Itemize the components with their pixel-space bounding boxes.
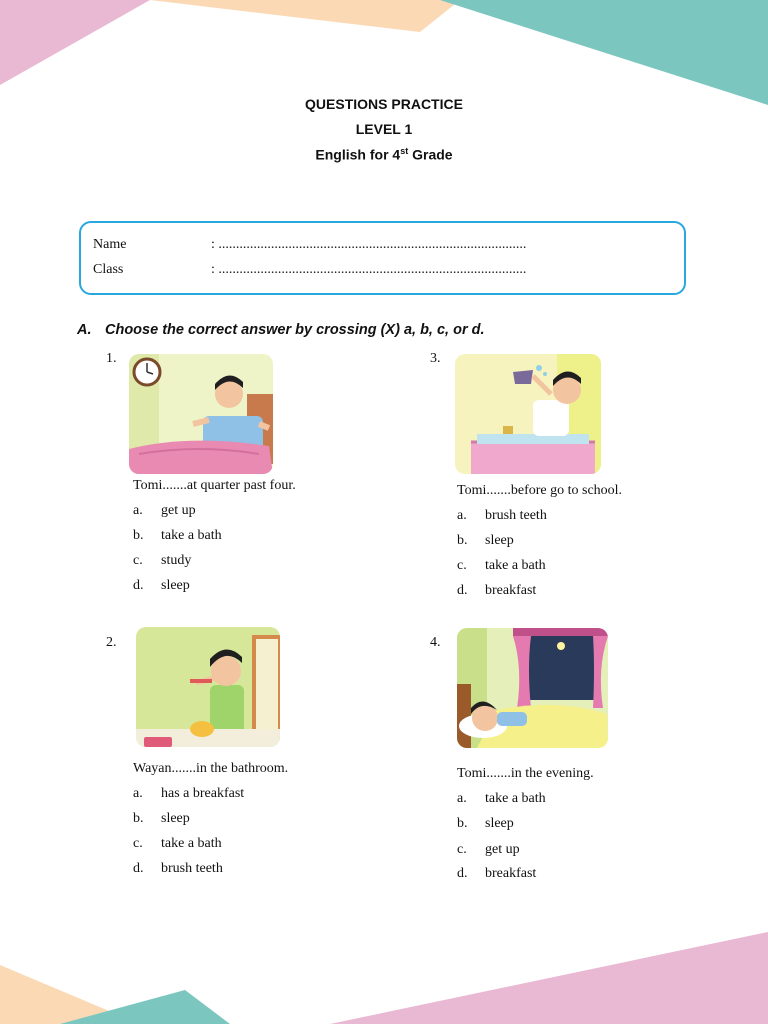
question-stem: Tomi.......in the evening. [457, 766, 594, 781]
option-letter: b. [457, 533, 468, 548]
option-letter: b. [457, 816, 468, 831]
option-letter: a. [133, 786, 143, 801]
option-text: sleep [161, 811, 190, 826]
answer-option[interactable] [457, 558, 546, 574]
question-number: 1. [106, 351, 117, 366]
option-letter: d. [133, 861, 144, 876]
subject-text: English for 4 [315, 146, 401, 163]
question-stem: Wayan.......in the bathroom. [133, 761, 289, 776]
option-text: take a bath [161, 528, 222, 543]
illustration-wake-up [129, 354, 273, 474]
answer-option[interactable] [457, 508, 547, 524]
option-letter: c. [133, 836, 143, 851]
option-letter: b. [133, 811, 144, 826]
subject-grade: Grade [408, 146, 453, 163]
option-text: sleep [485, 533, 514, 548]
illustration-take-bath [455, 354, 601, 474]
question-number: 3. [430, 351, 441, 366]
name-label: Name [93, 237, 127, 252]
option-letter: c. [457, 558, 467, 573]
question-number: 2. [106, 635, 117, 650]
option-text: study [161, 553, 192, 568]
section-heading [77, 322, 485, 338]
class-field[interactable]: : ........................................................................................ [211, 262, 527, 277]
name-field[interactable]: : ........................................................................................ [211, 237, 527, 252]
worksheet-title: QUESTIONS PRACTICE [305, 96, 463, 112]
deco-teal-top-right [440, 0, 768, 105]
class-label: Class [93, 262, 124, 277]
illustration-sleep [457, 628, 608, 748]
question-number: 4. [430, 635, 441, 650]
illustration-brush-teeth [136, 627, 280, 747]
answer-option[interactable] [457, 533, 514, 549]
option-letter: a. [133, 503, 143, 518]
worksheet-subject [0, 146, 768, 163]
section-instruction: Choose the correct answer by crossing (X) a, b, c, or d. [105, 322, 485, 338]
answer-option[interactable] [457, 866, 536, 882]
water-dipper-icon [513, 370, 533, 384]
moon-icon [557, 642, 565, 650]
deco-pink-top-left [0, 0, 150, 85]
answer-option[interactable] [133, 553, 191, 569]
option-text: brush teeth [485, 508, 547, 523]
option-text: breakfast [485, 866, 537, 881]
option-letter: d. [133, 578, 144, 593]
option-text: brush teeth [161, 861, 223, 876]
answer-option[interactable] [457, 816, 514, 832]
option-letter: c. [457, 842, 467, 857]
option-letter: d. [457, 866, 468, 881]
worksheet-level: LEVEL 1 [355, 121, 413, 137]
student-identity-box [79, 221, 686, 295]
question-stem: Tomi.......at quarter past four. [133, 478, 296, 493]
option-letter: a. [457, 791, 467, 806]
section-letter: A. [77, 322, 92, 338]
answer-option[interactable] [457, 583, 536, 599]
option-text: sleep [161, 578, 190, 593]
answer-option[interactable] [133, 786, 244, 802]
option-text: take a bath [161, 836, 222, 851]
option-text: take a bath [485, 791, 546, 806]
option-letter: c. [133, 553, 143, 568]
answer-option[interactable] [457, 842, 520, 858]
option-text: take a bath [485, 558, 546, 573]
option-text: sleep [485, 816, 514, 831]
answer-option[interactable] [133, 528, 222, 544]
option-text: has a breakfast [161, 786, 245, 801]
option-text: get up [161, 503, 196, 518]
subject-superscript: st [400, 146, 409, 156]
option-text: breakfast [485, 583, 537, 598]
answer-option[interactable] [457, 791, 546, 807]
deco-peach-top [150, 0, 460, 32]
answer-option[interactable] [133, 861, 223, 877]
answer-option[interactable] [133, 836, 222, 852]
option-letter: d. [457, 583, 468, 598]
answer-option[interactable] [133, 503, 196, 519]
option-letter: b. [133, 528, 144, 543]
option-text: get up [485, 842, 520, 857]
option-letter: a. [457, 508, 467, 523]
answer-option[interactable] [133, 578, 190, 594]
question-stem: Tomi.......before go to school. [457, 483, 623, 498]
answer-option[interactable] [133, 811, 190, 827]
deco-pink-bottom-right [330, 932, 768, 1024]
